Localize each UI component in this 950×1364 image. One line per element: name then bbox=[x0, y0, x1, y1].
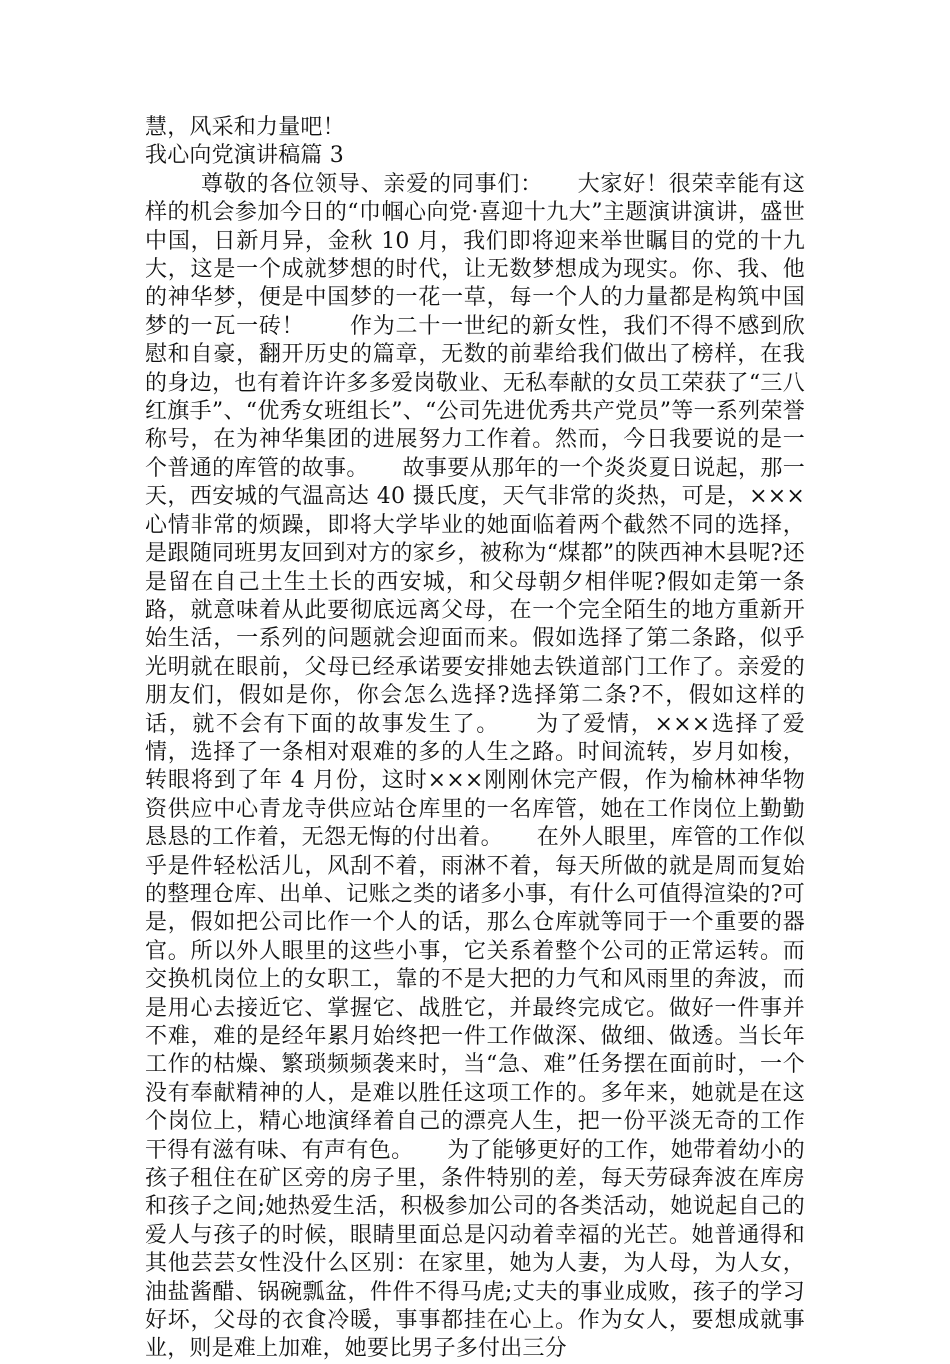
body-paragraph: 尊敬的各位领导、亲爱的同事们： 大家好！很荣幸能有这样的机会参加今日的“巾帼心向党·喜迎十九大”主题演讲演讲，盛世中国，日新月异，金秋 10 月，我们即将迎来举世瞩目的党的十九大，这是一个成就梦想的时代，让无数梦想成为现实。你、我、他的神华梦，便是中国梦的一花一草，每一个人的力量都是构筑中国梦的一瓦一砖！ 作为二十一世纪的新女性，我们不得不感到欣慰和自豪，翻开历史的篇章，无数的前辈给我们做出了榜样，在我的身边，也有着许许多多爱岗敬业、无私奉献的女员工荣获了“三八红旗手”、“优秀女班组长”、“公司先进优秀共产党员”等一系列荣誉称号，在为神华集团的进展努力工作着。然而，今日我要说的是一个普通的库管的故事。 故事要从那年的一个炎炎夏日说起，那一天，西安城的气温高达 40 摄氏度，天气非常的炎热，可是，×××心情非常的烦躁，即将大学毕业的她面临着两个截然不同的选择，是跟随同班男友回到对方的家乡，被称为“煤都”的陕西神木县呢?还是留在自己土生土长的西安城，和父母朝夕相伴呢?假如走第一条路，就意味着从此要彻底远离父母，在一个完全陌生的地方重新开始生活，一系列的问题就会迎面而来。假如选择了第二条路，似乎光明就在眼前，父母已经承诺要安排她去铁道部门工作了。亲爱的朋友们，假如是你，你会怎么选择?选择第二条?不，假如这样的话，就不会有下面的故事发生了。 为了爱情，×××选择了爱情，选择了一条相对艰难的多的人生之路。时间流转，岁月如梭，转眼将到了年 4 月份，这时×××刚刚休完产假，作为榆林神华物资供应中心青龙寺供应站仓库里的一名库管，她在工作岗位上勤勤恳恳的工作着，无怨无悔的付出着。 在外人眼里，库管的工作似乎是件轻松活儿，风刮不着，雨淋不着，每天所做的就是周而复始的整理仓库、出单、记账之类的诸多小事，有什么可值得渲染的?可是，假如把公司比作一个人的话，那么仓库就等同于一个重要的器官。所以外人眼里的这些小事，它关系着整个公司的正常运转。而交换机岗位上的女职工，靠的不是大把的力气和风雨里的奔波，而是用心去接近它、掌握它、战胜它，并最终完成它。做好一件事并不难，难的是经年累月始终把一件工作做深、做细、做透。当长年工作的枯燥、繁琐频频袭来时，当“急、难”任务摆在面前时，一个没有奉献精神的人，是难以胜任这项工作的。多年来，她就是在这个岗位上，精心地演绎着自己的漂亮人生，把一份平淡无奇的工作干得有滋有味、有声有色。 为了能够更好的工作，她带着幼小的孩子租住在矿区旁的房子里，条件特别的差，每天劳碌奔波在库房和孩子之间;她热爱生活，积极参加公司的各类活动，她说起自己的爱人与孩子的时候，眼睛里面总是闪动着幸福的光芒。她普通得和其他芸芸女性没什么区别：在家里，她为人妻，为人母，为人女，油盐酱醋、锅碗瓢盆，件件不得马虎;丈夫的事业成败，孩子的学习好坏，父母的衣食冷暖，事事都挂在心上。作为女人，要想成就事业，则是难上加难，她要比男子多付出三分 bbox=[145, 171, 805, 1362]
document-text bbox=[145, 114, 805, 1364]
continuation-text: 慧，风采和力量吧！ bbox=[145, 115, 345, 140]
section-title: 我心向党演讲稿篇 3 bbox=[145, 143, 344, 169]
